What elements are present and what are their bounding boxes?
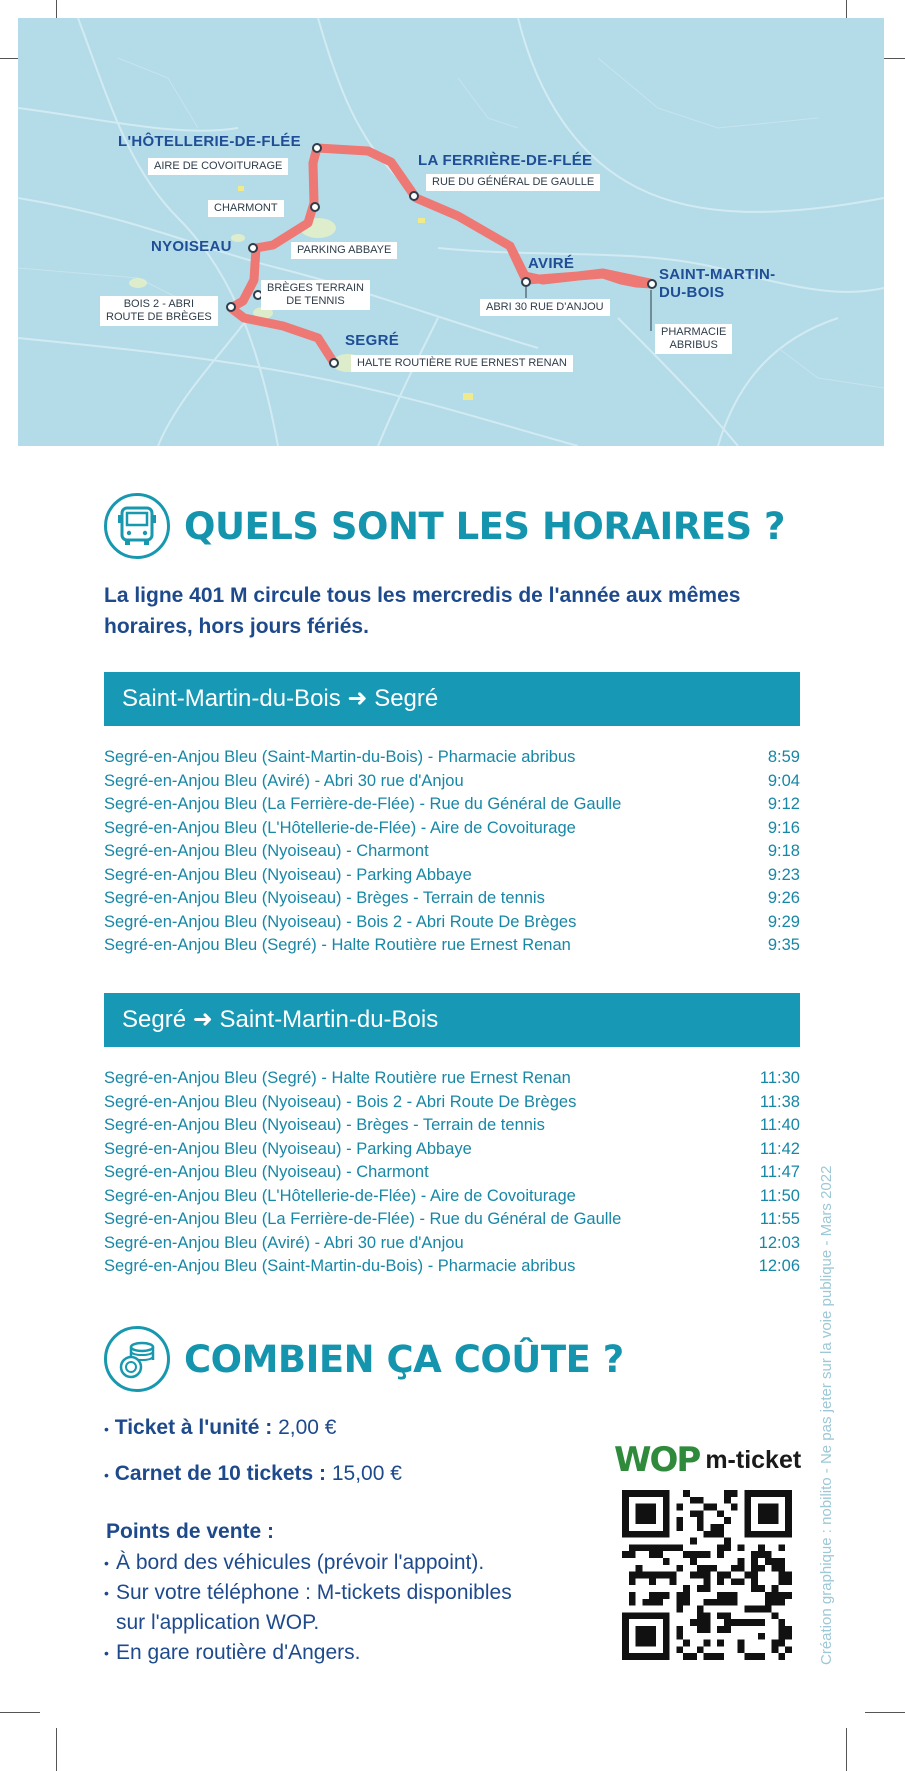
schedule-row [104,1208,800,1232]
crop-mark [0,1712,40,1713]
stop-name: Segré-en-Anjou Bleu (Nyoiseau) - Charmont [104,842,429,860]
stop-marker [522,278,530,286]
departure-time: 11:30 [759,1069,800,1087]
stop-label-line: BRÈGES TERRAIN [267,282,364,294]
schedule-row [104,746,800,770]
price-value: 15,00 € [331,1462,402,1485]
crop-mark [865,1712,905,1713]
stop-name: Segré-en-Anjou Bleu (Saint-Martin-du-Bois) - Pharmacie abribus [104,1257,576,1275]
mticket-label: m-ticket [705,1445,802,1474]
route-map [18,18,884,446]
stop-name: Segré-en-Anjou Bleu (Nyoiseau) - Charmont [104,1163,429,1181]
bus-icon [104,493,170,559]
departure-time: 9:29 [767,912,800,931]
stop-label-general-de-gaulle: RUE DU GÉNÉRAL DE GAULLE [426,174,600,191]
stop-label-breges-tennis [261,280,370,310]
section-title: COMBIEN ÇA COÛTE ? [184,1337,624,1381]
stop-name: Segré-en-Anjou Bleu (La Ferrière-de-Flée) - Rue du Général de Gaulle [104,795,622,813]
direction-header-outbound: Saint-Martin-du-Bois ➜ Segré [104,672,800,726]
schedule-row [104,911,800,935]
town-label-hotellerie: L'HÔTELLERIE-DE-FLÉE [118,133,301,150]
horaires-heading [104,493,785,559]
schedule-row [104,1138,800,1162]
stop-marker [313,144,321,152]
price-carnet [104,1462,402,1486]
schedule-row [104,793,800,817]
stop-marker [410,192,418,200]
departure-time: 11:50 [759,1186,800,1205]
stop-name: Segré-en-Anjou Bleu (Nyoiseau) - Brèges - Terrain de tennis [104,1116,545,1134]
schedule-row [104,934,800,958]
stop-label-line: BOIS 2 - ABRI [123,298,195,310]
departure-time: 8:59 [767,748,800,766]
schedule-intro [104,580,804,642]
stop-name: Segré-en-Anjou Bleu (Nyoiseau) - Bois 2 - Abri Route De Brèges [104,1092,577,1111]
stop-name: Segré-en-Anjou Bleu (Aviré) - Abri 30 rue d'Anjou [104,771,464,790]
price-label: Carnet de 10 tickets : [114,1462,327,1485]
price-value: 2,00 € [278,1416,337,1439]
departure-time: 9:18 [767,842,800,860]
schedule-row [104,1091,800,1115]
stop-marker [249,244,257,252]
schedule-row [104,864,800,888]
stop-marker [311,203,319,211]
stop-name: Segré-en-Anjou Bleu (Nyoiseau) - Bois 2 - Abri Route De Brèges [104,912,577,931]
schedule-row [104,770,800,794]
town-label-ferriere: LA FERRIÈRE-DE-FLÉE [418,152,593,169]
schedule-row [104,1255,800,1279]
town-label-nyoiseau: NYOISEAU [151,238,232,255]
departure-time: 11:47 [759,1163,800,1181]
schedule-row [104,1232,800,1256]
points-de-vente-list [104,1548,604,1668]
schedule-row [104,817,800,841]
stop-name: Segré-en-Anjou Bleu (Segré) - Halte Routière rue Ernest Renan [104,936,571,954]
wop-logo: WOP [614,1440,700,1480]
departure-time: 9:16 [767,818,800,837]
stop-name: Segré-en-Anjou Bleu (Aviré) - Abri 30 rue d'Anjou [104,1233,464,1252]
credit-vertical-text: Création graphique : nobilito - Ne pas jeter sur la voie publique - Mars 2022 [818,1165,835,1665]
stop-label-rue-anjou: ABRI 30 RUE D'ANJOU [480,299,610,316]
stop-marker [648,280,656,288]
departure-time: 11:38 [759,1092,800,1111]
stop-name: Segré-en-Anjou Bleu (Nyoiseau) - Parking Abbaye [104,1139,472,1158]
stop-name: Segré-en-Anjou Bleu (Nyoiseau) - Parking Abbaye [104,865,472,884]
town-label-saint-martin: SAINT-MARTIN- [659,266,776,283]
schedule-row [104,1067,800,1091]
stop-label-line: PHARMACIE [661,326,727,338]
stop-label-halte-routiere: HALTE ROUTIÈRE RUE ERNEST RENAN [351,355,573,372]
stop-label-line: ROUTE DE BRÈGES [106,311,212,323]
stop-label-pharmacie [655,324,732,354]
departure-time: 9:04 [767,771,800,790]
stop-marker [330,359,338,367]
town-label-segre: SEGRÉ [345,332,400,349]
departure-time: 9:35 [767,936,800,954]
section-title: QUELS SONT LES HORAIRES ? [184,504,786,548]
stop-name: Segré-en-Anjou Bleu (Nyoiseau) - Brèges - Terrain de tennis [104,889,545,907]
price-label: Ticket à l'unité : [114,1416,273,1439]
tarifs-heading [104,1326,624,1392]
stop-name: Segré-en-Anjou Bleu (Saint-Martin-du-Bois) - Pharmacie abribus [104,748,576,766]
stop-name: Segré-en-Anjou Bleu (La Ferrière-de-Flée) - Rue du Général de Gaulle [104,1210,622,1228]
price-single-ticket [104,1416,336,1440]
town-label-saint-martin-2: DU-BOIS [659,284,725,301]
departure-time: 12:03 [758,1233,800,1252]
departure-time: 12:06 [758,1257,800,1275]
stop-label-bois2 [100,296,218,326]
departure-time: 9:23 [767,865,800,884]
direction-header-return: Segré ➜ Saint-Martin-du-Bois [104,993,800,1047]
departure-time: 9:26 [767,889,800,907]
qr-code-icon[interactable] [622,1490,792,1660]
stop-name: Segré-en-Anjou Bleu (L'Hôtellerie-de-Flée) - Aire de Covoiturage [104,1186,576,1205]
schedule-row [104,1114,800,1138]
schedule-row [104,887,800,911]
intro-line: horaires, hors jours fériés. [104,615,369,638]
crop-mark [846,1728,847,1771]
stop-label-covoiturage: AIRE DE COVOITURAGE [148,158,288,175]
departure-time: 11:40 [759,1116,800,1134]
schedule-outbound [104,746,800,958]
departure-time: 11:42 [759,1139,800,1158]
schedule-return [104,1067,800,1279]
list-item: • En gare routière d'Angers. [104,1638,604,1668]
bullet-icon: • [104,1421,109,1437]
stop-label-line: DE TENNIS [286,295,345,307]
schedule-row [104,840,800,864]
points-de-vente-title: Points de vente : [106,1520,275,1543]
list-item: • À bord des véhicules (prévoir l'appoint). [104,1548,604,1578]
town-label-avire: AVIRÉ [528,255,575,272]
stop-label-parking-abbaye: PARKING ABBAYE [291,242,397,259]
departure-time: 9:12 [767,795,800,813]
list-item: • Sur votre téléphone : M-tickets disponibles [104,1578,604,1608]
coins-icon [104,1326,170,1392]
stop-label-line: ABRIBUS [669,339,718,351]
wop-mticket-brand [614,1440,801,1480]
crop-mark [56,1728,57,1771]
schedule-row [104,1185,800,1209]
departure-time: 11:55 [759,1210,800,1228]
stop-name: Segré-en-Anjou Bleu (Segré) - Halte Routière rue Ernest Renan [104,1069,571,1087]
map-background [18,18,884,446]
stop-label-charmont: CHARMONT [208,200,284,217]
schedule-row [104,1161,800,1185]
stop-name: Segré-en-Anjou Bleu (L'Hôtellerie-de-Flée) - Aire de Covoiturage [104,818,576,837]
intro-line: La ligne 401 M circule tous les mercredis de l'année aux mêmes [104,584,741,607]
stop-marker [227,303,235,311]
bullet-icon: • [104,1467,109,1483]
list-item-continuation: sur l'application WOP. [116,1611,320,1634]
